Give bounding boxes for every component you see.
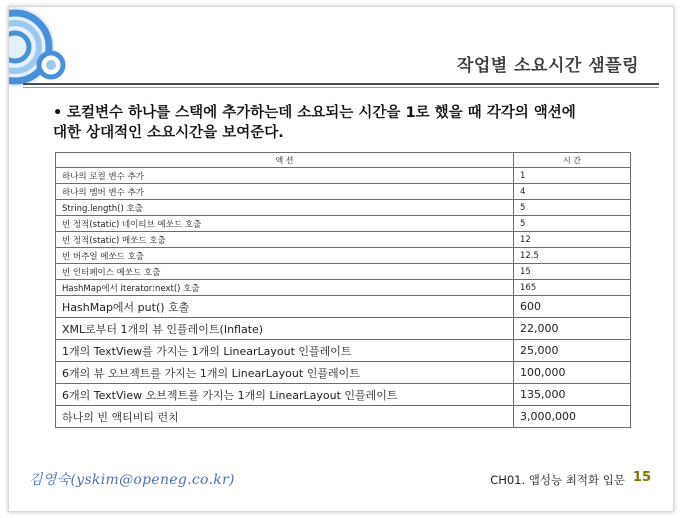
action-cell: 빈 인터페이스 메쏘드 호출 xyxy=(56,264,514,280)
action-cell: 하나의 멤버 변수 추가 xyxy=(56,184,514,200)
table-row xyxy=(56,264,631,280)
action-cell: 빈 버추얼 메쏘드 호출 xyxy=(56,248,514,264)
time-cell: 4 xyxy=(514,184,631,200)
time-cell: 100,000 xyxy=(514,362,631,384)
action-cell: 하나의 로컬 변수 추가 xyxy=(56,168,514,184)
time-cell: 5 xyxy=(514,200,631,216)
time-cell: 25,000 xyxy=(514,340,631,362)
column-header-time: 시 간 xyxy=(514,153,631,168)
table-row xyxy=(56,200,631,216)
action-cell: HashMap에서 put() 호출 xyxy=(56,296,514,318)
table-row xyxy=(56,340,631,362)
time-cell: 135,000 xyxy=(514,384,631,406)
table-row xyxy=(56,232,631,248)
table-row xyxy=(56,296,631,318)
action-cell: HashMap에서 Iterator:next() 호출 xyxy=(56,280,514,296)
slide xyxy=(8,6,674,512)
author-signature: 김영숙(yskim@openeg.co.kr) xyxy=(29,472,235,488)
time-cell: 5 xyxy=(514,216,631,232)
chapter-label: CH01. 앱성능 최적화 입문 xyxy=(490,473,625,487)
action-cell: 하나의 빈 액티비티 런치 xyxy=(56,406,514,428)
table-row xyxy=(56,216,631,232)
table-header-row xyxy=(56,153,631,168)
time-cell: 600 xyxy=(514,296,631,318)
bullet-line-2: 대한 상대적인 소요시간을 보여준다. xyxy=(53,125,284,141)
action-cell: 빈 정적(static) 메쏘드 호출 xyxy=(56,232,514,248)
time-cell: 1 xyxy=(514,168,631,184)
table-row xyxy=(56,248,631,264)
action-cell: 6개의 TextView 오브젝트를 가지는 1개의 LinearLayout 인플레이트 xyxy=(56,384,514,406)
action-cell: String.length() 호출 xyxy=(56,200,514,216)
action-cell: XML로부터 1개의 뷰 인플레이트(Inflate) xyxy=(56,318,514,340)
time-cell: 22,000 xyxy=(514,318,631,340)
header-divider-thin xyxy=(23,87,659,88)
action-cell: 6개의 뷰 오브젝트를 가지는 1개의 LinearLayout 인플레이트 xyxy=(56,362,514,384)
page-number: 15 xyxy=(632,470,651,485)
table-body xyxy=(56,168,631,428)
timing-table xyxy=(55,152,631,428)
time-cell: 165 xyxy=(514,280,631,296)
column-header-action: 액 션 xyxy=(56,153,514,168)
table-row xyxy=(56,362,631,384)
action-cell: 1개의 TextView를 가지는 1개의 LinearLayout 인플레이트 xyxy=(56,340,514,362)
time-cell: 15 xyxy=(514,264,631,280)
circles-logo-icon xyxy=(9,7,89,87)
table-row xyxy=(56,318,631,340)
page-title: 작업별 소요시간 샘플링 xyxy=(456,56,639,76)
table-row xyxy=(56,384,631,406)
header-divider xyxy=(23,83,659,85)
action-cell: 빈 정적(static) 네이티브 메쏘드 호출 xyxy=(56,216,514,232)
time-cell: 12 xyxy=(514,232,631,248)
time-cell: 12.5 xyxy=(514,248,631,264)
table-row xyxy=(56,184,631,200)
table-row xyxy=(56,168,631,184)
table-row xyxy=(56,406,631,428)
bullet-line-1: 로컬변수 하나를 스택에 추가하는데 소요되는 시간을 1로 했을 때 각각의 액션에 xyxy=(67,105,576,121)
table-row xyxy=(56,280,631,296)
bullet-marker: • xyxy=(53,105,63,121)
time-cell: 3,000,000 xyxy=(514,406,631,428)
bullet-text xyxy=(53,103,633,143)
